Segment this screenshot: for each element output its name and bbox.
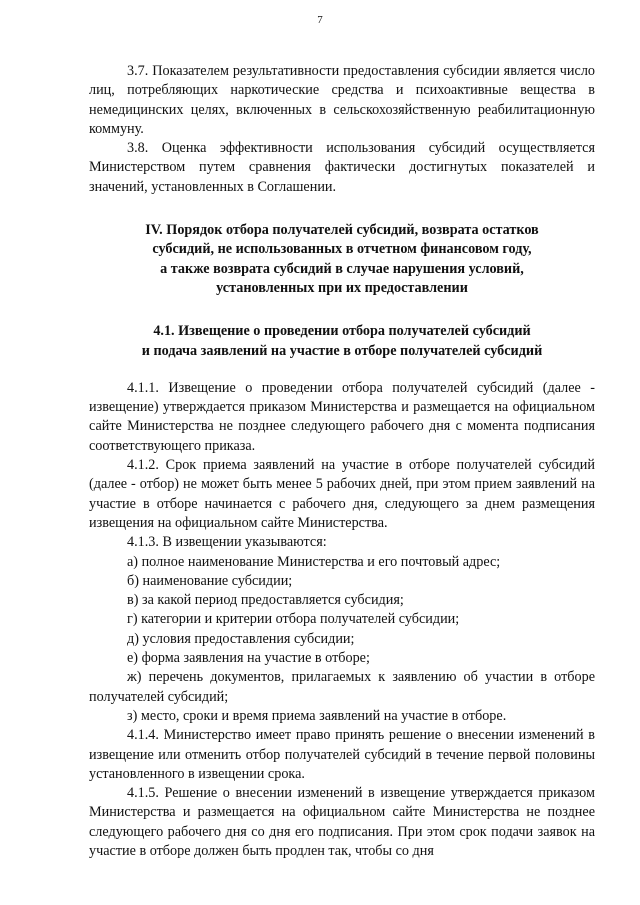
section-heading-line: IV. Порядок отбора получателей субсидий, возврата остатков bbox=[145, 222, 539, 239]
document-body bbox=[89, 62, 595, 861]
paragraph-4-1-1: 4.1.1. Извещение о проведении отбора получателей субсидий (далее - извещение) утверждается приказом Министерства и размещается на официальном сайте Министерства не позднее следующего рабочего дня с момента подписания соответствующего приказа. bbox=[89, 379, 595, 454]
section-heading-line: а также возврата субсидий в случае нарушения условий, bbox=[160, 260, 524, 277]
list-item-zh: ж) перечень документов, прилагаемых к заявлению об участии в отборе получателей субсидий; bbox=[89, 669, 595, 705]
paragraph-4-1-2: 4.1.2. Срок приема заявлений на участие в отборе получателей субсидий (далее - отбор) не может быть менее 5 рабочих дней, при этом прием заявлений на участие в отборе начинается с рабочего дня, следующего за днем размещения извещения на официальном сайте Министерства. bbox=[89, 457, 595, 531]
paragraph-3-7: 3.7. Показателем результативности предоставления субсидии является число лиц, потребляющих наркотические средства и психоактивные вещества в немедицинских целях, включенных в сельскохозяйственную реабилитационную коммуну. bbox=[89, 63, 595, 137]
list-item-z: з) место, сроки и время приема заявлений на участие в отборе. bbox=[127, 707, 507, 724]
subsection-heading bbox=[89, 322, 595, 361]
paragraph-4-1-4: 4.1.4. Министерство имеет право принять решение о внесении изменений в извещение или отменить отбор получателей субсидий в течение первой половины установленного в извещении срока. bbox=[89, 727, 595, 782]
subsection-heading-line: 4.1. Извещение о проведении отбора получателей субсидий bbox=[153, 323, 531, 340]
section-heading-line: субсидий, не использованных в отчетном финансовом году, bbox=[152, 241, 532, 258]
list-item-g: г) категории и критерии отбора получателей субсидии; bbox=[127, 611, 460, 628]
list-item-v: в) за какой период предоставляется субсидия; bbox=[127, 592, 404, 609]
page-number: 7 bbox=[317, 14, 323, 26]
spacer bbox=[89, 361, 595, 379]
list-item-b: б) наименование субсидии; bbox=[127, 572, 293, 589]
list-item-a: а) полное наименование Министерства и его почтовый адрес; bbox=[127, 553, 501, 570]
spacer bbox=[89, 197, 595, 221]
spacer bbox=[89, 298, 595, 322]
section-heading bbox=[89, 221, 595, 298]
paragraph-4-1-5: 4.1.5. Решение о внесении изменений в извещение утверждается приказом Министерства и размещается на официальном сайте Министерства не позднее следующего рабочего дня со дня его подписания. При этом срок подачи заявок на участие в отборе должен быть продлен так, чтобы со дня bbox=[89, 785, 595, 859]
subsection-heading-line: и подача заявлений на участие в отборе получателей субсидий bbox=[141, 342, 543, 359]
list-item-d: д) условия предоставления субсидии; bbox=[127, 630, 355, 647]
paragraph-4-1-3: 4.1.3. В извещении указываются: bbox=[127, 534, 327, 551]
section-heading-line: установленных при их предоставлении bbox=[216, 279, 468, 296]
list-item-e: е) форма заявления на участие в отборе; bbox=[127, 650, 370, 667]
paragraph-3-8: 3.8. Оценка эффективности использования субсидий осуществляется Министерством путем сравнения фактически достигнутых показателей и значений, установленных в Соглашении. bbox=[89, 140, 595, 195]
